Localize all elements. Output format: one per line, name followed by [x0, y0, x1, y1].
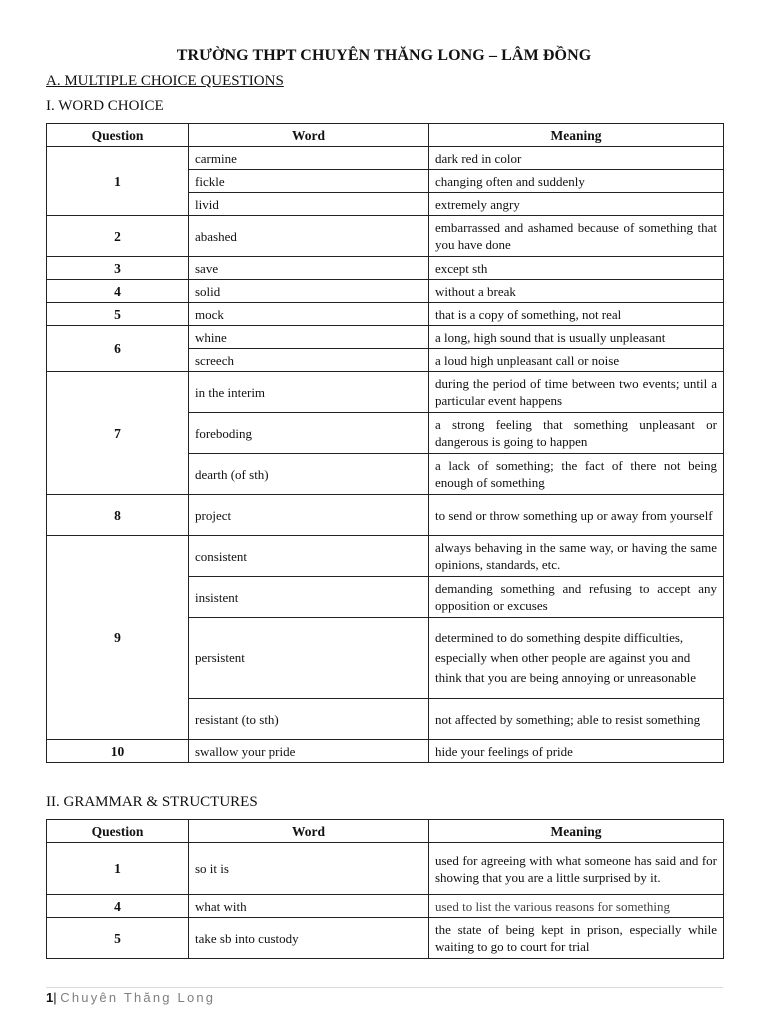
section-a-heading: A. MULTIPLE CHOICE QUESTIONS [46, 73, 284, 89]
meaning-cell: used to list the various reasons for something [429, 895, 724, 918]
meaning-cell: hide your feelings of pride [429, 740, 724, 763]
word-cell: dearth (of sth) [189, 454, 429, 495]
word-choice-heading: I. WORD CHOICE [46, 98, 164, 114]
table-row [47, 303, 724, 326]
word-cell: solid [189, 280, 429, 303]
column-header-meaning: Meaning [429, 124, 724, 147]
meaning-cell: always behaving in the same way, or having the same opinions, standards, etc. [429, 536, 724, 577]
word-cell: in the interim [189, 372, 429, 413]
question-number: 1 [47, 147, 189, 216]
word-cell: resistant (to sth) [189, 699, 429, 740]
meaning-cell: extremely angry [429, 193, 724, 216]
question-number: 5 [47, 303, 189, 326]
table-row [47, 495, 724, 536]
question-number: 3 [47, 257, 189, 280]
meaning-cell: used for agreeing with what someone has said and for showing that you are a little surprised by it. [429, 843, 724, 895]
question-number: 8 [47, 495, 189, 536]
meaning-cell: a loud high unpleasant call or noise [429, 349, 724, 372]
column-header-meaning: Meaning [429, 820, 724, 843]
word-cell: project [189, 495, 429, 536]
word-cell: fickle [189, 170, 429, 193]
word-cell: foreboding [189, 413, 429, 454]
meaning-cell: not affected by something; able to resist something [429, 699, 724, 740]
word-cell: mock [189, 303, 429, 326]
column-header-question: Question [47, 124, 189, 147]
table-row [47, 843, 724, 895]
table-row [47, 280, 724, 303]
grammar-heading: II. GRAMMAR & STRUCTURES [46, 794, 258, 810]
page-number: 1 [46, 990, 54, 1005]
table-row [47, 216, 724, 257]
question-number: 7 [47, 372, 189, 495]
question-number: 10 [47, 740, 189, 763]
word-cell: so it is [189, 843, 429, 895]
word-cell: livid [189, 193, 429, 216]
meaning-cell: demanding something and refusing to accept any opposition or excuses [429, 577, 724, 618]
question-number: 4 [47, 895, 189, 918]
table-row [47, 895, 724, 918]
question-number: 6 [47, 326, 189, 372]
question-number: 1 [47, 843, 189, 895]
word-cell: carmine [189, 147, 429, 170]
column-header-word: Word [189, 124, 429, 147]
table-header-row [47, 124, 724, 147]
table-row [47, 326, 724, 349]
grammar-table [46, 819, 724, 959]
word-choice-table [46, 123, 724, 763]
meaning-cell: that is a copy of something, not real [429, 303, 724, 326]
footer-divider [46, 987, 723, 988]
meaning-cell: a strong feeling that something unpleasant or dangerous is going to happen [429, 413, 724, 454]
meaning-cell: embarrassed and ashamed because of something that you have done [429, 216, 724, 257]
meaning-cell: dark red in color [429, 147, 724, 170]
footer-school-name: Chuyên Thăng Long [60, 990, 216, 1005]
word-cell: swallow your pride [189, 740, 429, 763]
page-footer [46, 990, 215, 1005]
meaning-cell: changing often and suddenly [429, 170, 724, 193]
question-number: 4 [47, 280, 189, 303]
school-title: TRƯỜNG THPT CHUYÊN THĂNG LONG – LÂM ĐỒNG [176, 47, 592, 64]
question-number: 9 [47, 536, 189, 740]
table-row [47, 918, 724, 959]
meaning-cell: a long, high sound that is usually unpleasant [429, 326, 724, 349]
meaning-cell: the state of being kept in prison, especially while waiting to go to court for trial [429, 918, 724, 959]
table-row [47, 740, 724, 763]
word-cell: take sb into custody [189, 918, 429, 959]
meaning-cell: except sth [429, 257, 724, 280]
meaning-cell: to send or throw something up or away from yourself [429, 495, 724, 536]
question-number: 2 [47, 216, 189, 257]
word-cell: insistent [189, 577, 429, 618]
meaning-cell: determined to do something despite difficulties, especially when other people are against you and think that you are being annoying or unreasonable [429, 618, 724, 699]
word-cell: abashed [189, 216, 429, 257]
word-cell: whine [189, 326, 429, 349]
meaning-cell: during the period of time between two events; until a particular event happens [429, 372, 724, 413]
meaning-cell: without a break [429, 280, 724, 303]
word-cell: screech [189, 349, 429, 372]
column-header-question: Question [47, 820, 189, 843]
word-cell: persistent [189, 618, 429, 699]
word-cell: what with [189, 895, 429, 918]
question-number: 5 [47, 918, 189, 959]
table-header-row [47, 820, 724, 843]
table-row [47, 536, 724, 577]
column-header-word: Word [189, 820, 429, 843]
meaning-cell: a lack of something; the fact of there not being enough of something [429, 454, 724, 495]
table-row [47, 372, 724, 413]
word-cell: save [189, 257, 429, 280]
footer-separator: | [53, 990, 57, 1005]
table-row [47, 257, 724, 280]
word-cell: consistent [189, 536, 429, 577]
table-row [47, 147, 724, 170]
